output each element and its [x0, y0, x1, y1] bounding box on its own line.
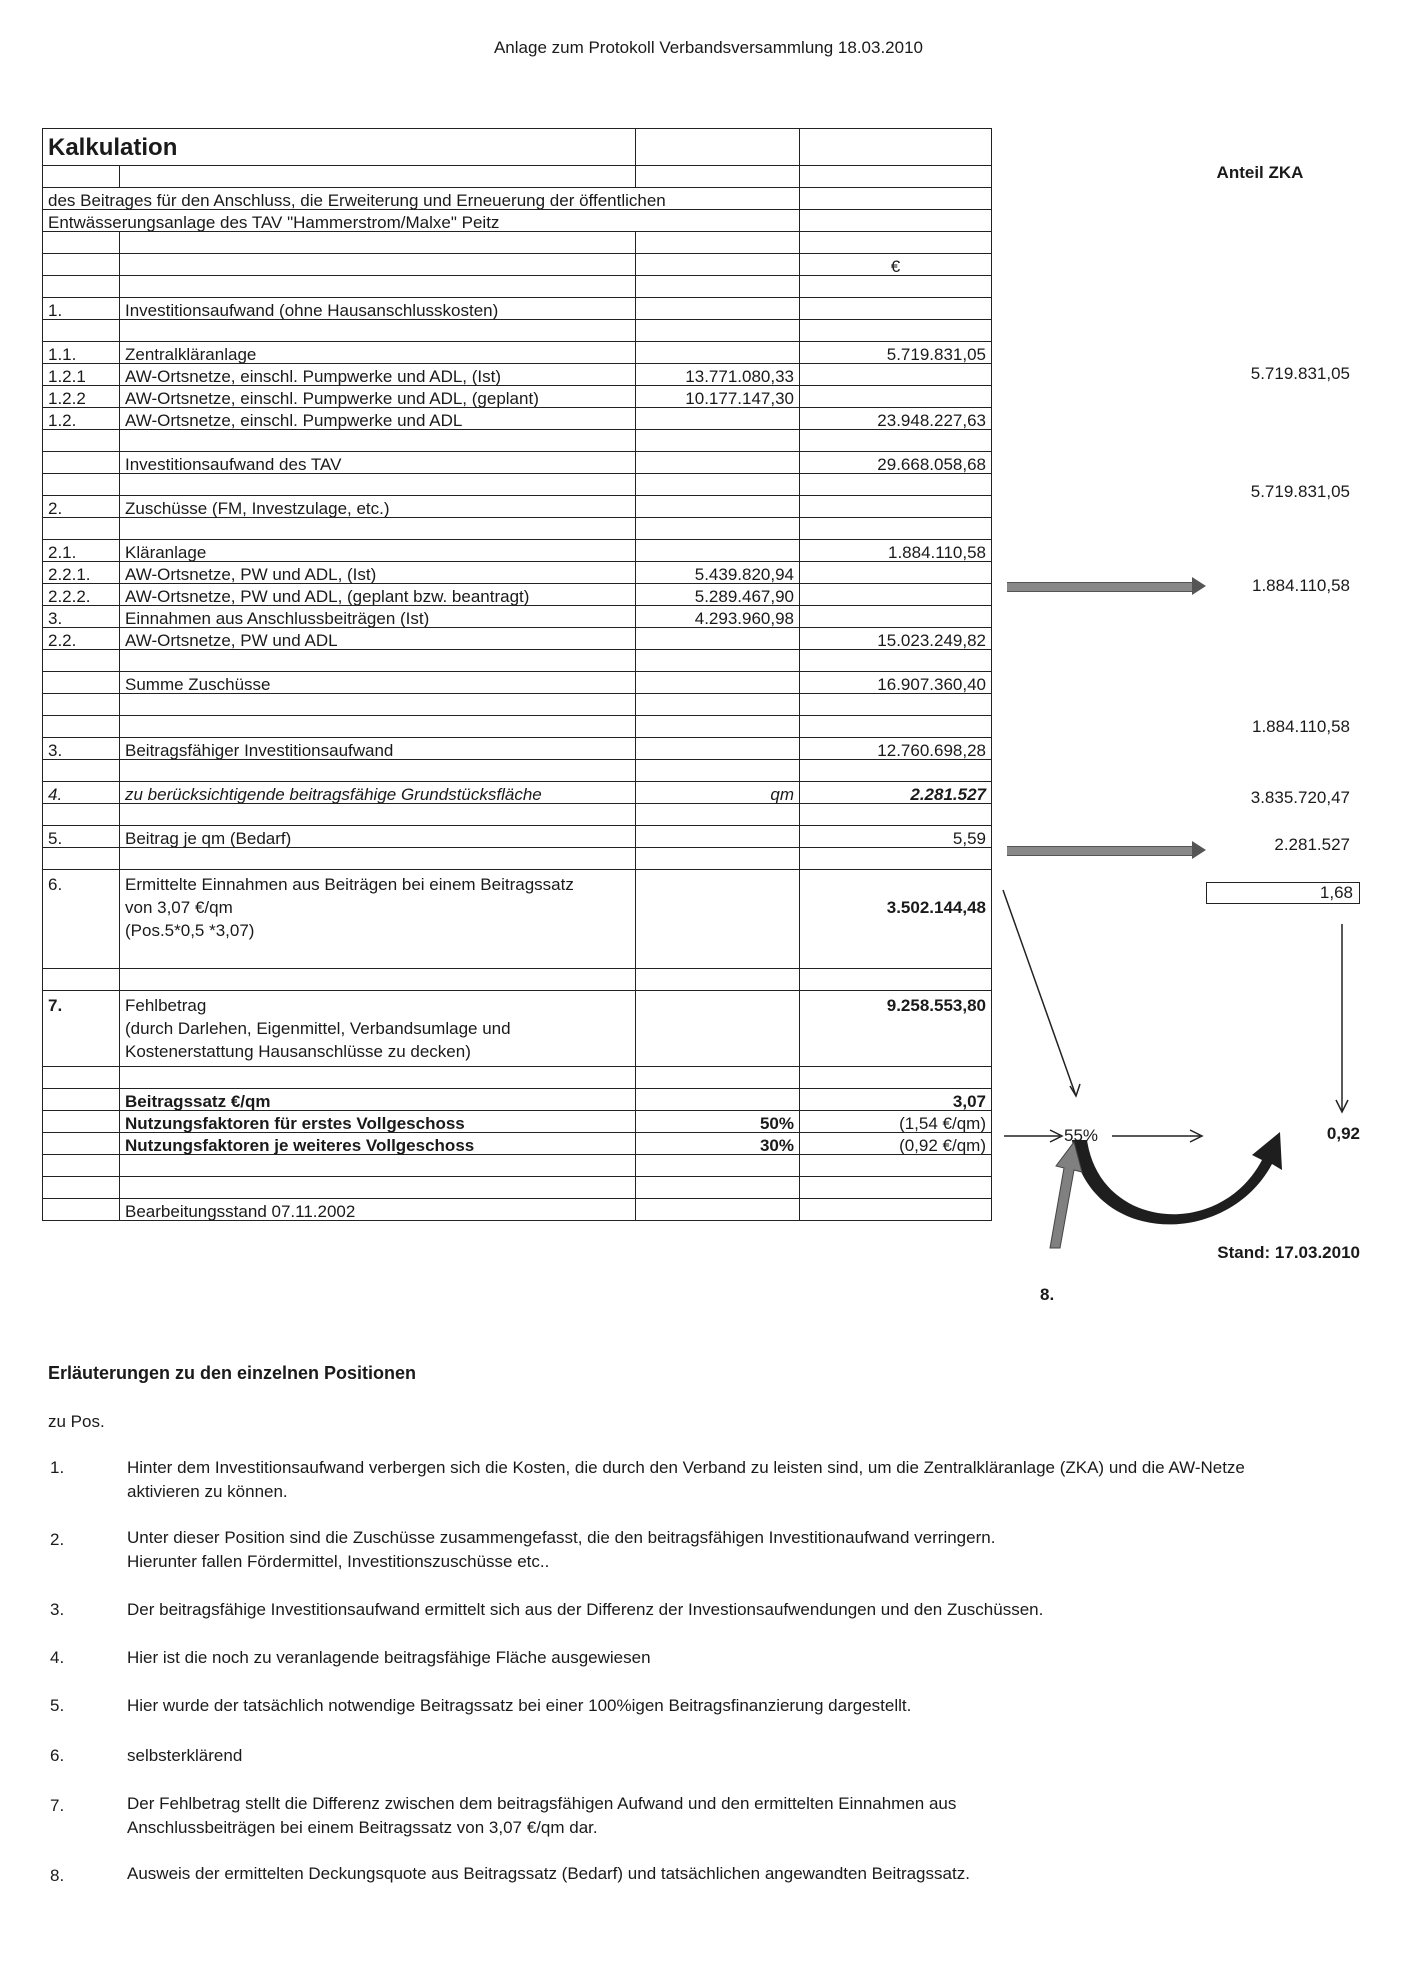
table-row: 2.2.2. AW-Ortsnetze, PW und ADL, (geplant bzw. beantragt) 5.289.467,90: [43, 584, 992, 606]
document-header: Anlage zum Protokoll Verbandsversammlung 18.03.2010: [493, 38, 924, 57]
calculation-table: [42, 128, 992, 1221]
currency-header: €: [800, 254, 992, 276]
note-number: 1.: [50, 1458, 65, 1477]
arrow-head-icon: [1192, 577, 1206, 595]
table-subtitle-1: des Beitrages für den Anschluss, die Erweiterung und Erneuerung der öffentlichen: [43, 188, 800, 210]
table-row: 1.1. Zentralkläranlage 5.719.831,05: [43, 342, 992, 364]
zka-value-flaeche: 2.281.527: [1274, 835, 1350, 854]
note-text: Hier ist die noch zu veranlagende beitragsfähige Fläche ausgewiesen: [127, 1648, 651, 1667]
table-row: 7. Fehlbetrag (durch Darlehen, Eigenmittel, Verbandsumlage und Kostenerstattung Hausanschlüsse zu decken) 9.258.553,80: [43, 991, 992, 1067]
table-row: 1.2.2 AW-Ortsnetze, einschl. Pumpwerke und ADL, (geplant) 10.177.147,30: [43, 386, 992, 408]
line-to-percent: [1003, 890, 1076, 1096]
zka-value-beitrag-je-qm: 1,68: [1206, 882, 1360, 904]
percent-label: 55%: [1064, 1126, 1099, 1145]
table-row: Investitionsaufwand des TAV 29.668.058,68: [43, 452, 992, 474]
table-row: 4. zu berücksichtigende beitragsfähige Grundstücksfläche qm 2.281.527: [43, 782, 992, 804]
note-text: Ausweis der ermittelten Deckungsquote aus Beitragssatz (Bedarf) und tatsächlichen angewandten Beitragssatz.: [127, 1864, 970, 1883]
zka-value-investition: 5.719.831,05: [1250, 482, 1350, 501]
note-text: Der beitragsfähige Investitionsaufwand ermittelt sich aus der Differenz der Investionsaufwendungen und den Zuschüssen.: [127, 1600, 1044, 1619]
note-number: 5.: [50, 1696, 65, 1715]
position-8-label: 8.: [1040, 1285, 1055, 1304]
table-row: Nutzungsfaktoren je weiteres Vollgeschoss 30% (0,92 €/qm): [43, 1133, 992, 1155]
table-subtitle-2: Entwässerungsanlage des TAV "Hammerstrom/Malxe" Peitz: [43, 210, 800, 232]
table-row: 2. Zuschüsse (FM, Investzulage, etc.): [43, 496, 992, 518]
note-number: 2.: [50, 1530, 65, 1549]
note-number: 4.: [50, 1648, 65, 1667]
zka-value-result: 0,92: [1326, 1124, 1360, 1143]
table-row: 2.1. Kläranlage 1.884.110,58: [43, 540, 992, 562]
table-row: 3. Einnahmen aus Anschlussbeiträgen (Ist) 4.293.960,98: [43, 606, 992, 628]
table-row: Beitragssatz €/qm 3,07: [43, 1089, 992, 1111]
grey-up-arrow-icon: [1050, 1142, 1082, 1248]
note-number: 6.: [50, 1746, 65, 1765]
arrow-right-icon: [1007, 846, 1193, 856]
note-text: Hier wurde der tatsächlich notwendige Beitragssatz bei einer 100%igen Beitragsfinanzierung dargestellt.: [127, 1696, 912, 1715]
arrow-right-icon: [1007, 582, 1193, 592]
zka-value-klaeranlage: 1.884.110,58: [1252, 576, 1350, 595]
notes-title: Erläuterungen zu den einzelnen Positionen: [48, 1363, 417, 1383]
table-row: 6. Ermittelte Einnahmen aus Beiträgen bei einem Beitragssatz von 3,07 €/qm (Pos.5*0,5 *3,07) 3.502.144,48: [43, 870, 992, 969]
note-text: Der Fehlbetrag stellt die Differenz zwischen dem beitragsfähigen Aufwand und den ermittelten Einnahmen aus Anschlussbeiträgen bei einem Beitragssatz von 3,07 €/qm dar.: [127, 1794, 957, 1837]
table-row: 1. Investitionsaufwand (ohne Hausanschlusskosten): [43, 298, 992, 320]
arrow-head-icon: [1070, 1084, 1080, 1096]
table-row: 3. Beitragsfähiger Investitionsaufwand 12.760.698,28: [43, 738, 992, 760]
zka-value-zuschuesse: 1.884.110,58: [1252, 717, 1350, 736]
table-title: Kalkulation: [43, 129, 636, 166]
curved-arrow-icon: [1072, 1132, 1282, 1224]
note-text: selbsterklärend: [127, 1746, 243, 1765]
note-number: 7.: [50, 1796, 65, 1815]
note-number: 3.: [50, 1600, 65, 1619]
table-row: Nutzungsfaktoren für erstes Vollgeschoss 50% (1,54 €/qm): [43, 1111, 992, 1133]
table-row: 2.2.1. AW-Ortsnetze, PW und ADL, (Ist) 5.439.820,94: [43, 562, 992, 584]
table-row: 1.2. AW-Ortsnetze, einschl. Pumpwerke und ADL 23.948.227,63: [43, 408, 992, 430]
zka-value-zentralklaeranlage: 5.719.831,05: [1250, 364, 1350, 383]
note-number: 8.: [50, 1866, 65, 1885]
arrow-head-icon: [1192, 841, 1206, 859]
table-row: Bearbeitungsstand 07.11.2002: [43, 1199, 992, 1221]
note-text: Unter dieser Position sind die Zuschüsse zusammengefasst, die den beitragsfähigen Investitionaufwand verringern. Hierunter fallen Fördermittel, Investitionszuschüsse etc..: [127, 1528, 996, 1571]
table-row: 1.2.1 AW-Ortsnetze, einschl. Pumpwerke und ADL, (Ist) 13.771.080,33: [43, 364, 992, 386]
notes-subtitle: zu Pos.: [48, 1412, 105, 1431]
table-row: 2.2. AW-Ortsnetze, PW und ADL 15.023.249,82: [43, 628, 992, 650]
note-text: Hinter dem Investitionsaufwand verbergen sich die Kosten, die durch den Verband zu leisten sind, um die Zentralkläranlage (ZKA) und die AW-Netze aktivieren zu können.: [127, 1458, 1245, 1501]
table-row: 5. Beitrag je qm (Bedarf) 5,59: [43, 826, 992, 848]
zka-share-title: Anteil ZKA: [1216, 163, 1304, 182]
zka-value-beitragsfaehig: 3.835.720,47: [1250, 788, 1350, 807]
stand-date: Stand: 17.03.2010: [1217, 1243, 1360, 1262]
table-row: Summe Zuschüsse 16.907.360,40: [43, 672, 992, 694]
